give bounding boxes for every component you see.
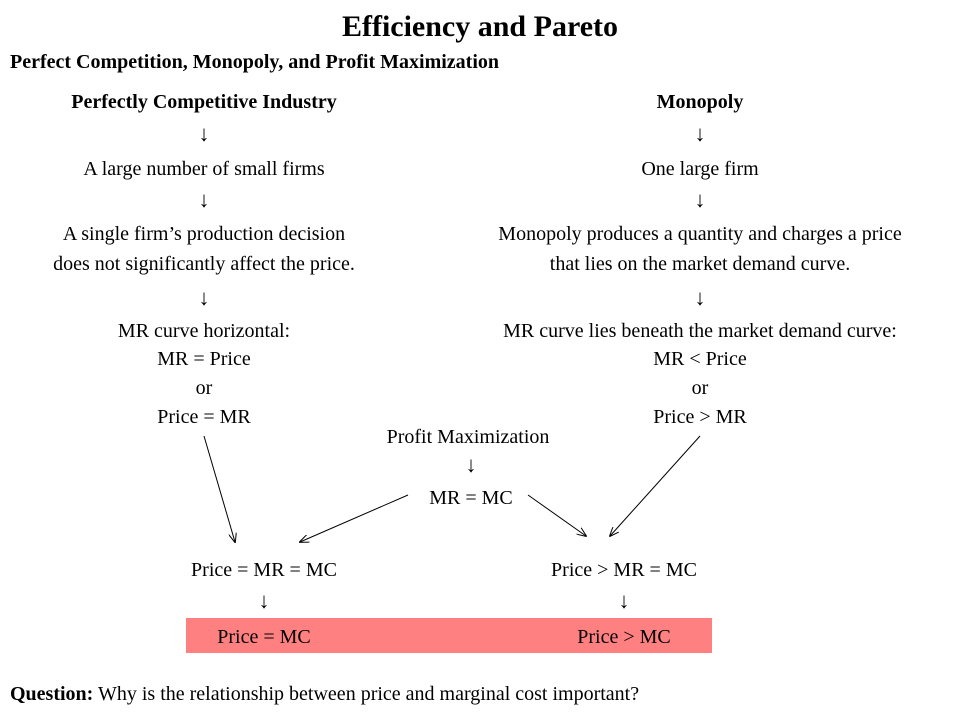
monopoly-conclusion: Price > MC xyxy=(577,626,671,648)
down-arrow-icon: ↓ xyxy=(694,187,706,212)
profit-max-rule: MR = MC xyxy=(429,487,513,509)
monopoly-step2-line1: Monopoly produces a quantity and charges a price xyxy=(498,223,902,245)
arrow-profit-to-competitive xyxy=(300,495,408,542)
down-arrow-icon: ↓ xyxy=(694,285,706,310)
monopoly-mr-line4: Price > MR xyxy=(653,406,747,428)
arrow-competitive-to-result xyxy=(204,436,235,542)
competitive-result: Price = MR = MC xyxy=(191,559,337,581)
competitive-step2-line2: does not significantly affect the price. xyxy=(53,253,355,275)
competitive-step2-line1: A single firm’s production decision xyxy=(62,223,346,245)
monopoly-mr-line1: MR curve lies beneath the market demand curve: xyxy=(503,320,897,342)
profit-max-label: Profit Maximization xyxy=(386,426,550,448)
competitive-mr-line2: MR = Price xyxy=(157,348,251,370)
monopoly-step1: One large firm xyxy=(641,158,759,180)
monopoly-result: Price > MR = MC xyxy=(551,559,697,581)
monopoly-mr-line3: or xyxy=(691,377,709,399)
down-arrow-icon: ↓ xyxy=(258,588,270,613)
down-arrow-icon: ↓ xyxy=(198,121,210,146)
competitive-mr-line4: Price = MR xyxy=(157,406,251,428)
monopoly-heading: Monopoly xyxy=(656,91,744,113)
page-subtitle: Perfect Competition, Monopoly, and Profit Maximization xyxy=(10,51,500,73)
question-text: Why is the relationship between price and marginal cost important? xyxy=(93,683,640,705)
arrow-monopoly-to-result xyxy=(610,436,700,536)
competitive-conclusion: Price = MC xyxy=(217,626,311,648)
competitive-mr-line3: or xyxy=(195,377,213,399)
monopoly-mr-line2: MR < Price xyxy=(653,348,747,370)
monopoly-step2-line2: that lies on the market demand curve. xyxy=(549,253,851,275)
page-title: Efficiency and Pareto xyxy=(341,10,619,43)
question-label: Question: xyxy=(10,683,94,705)
down-arrow-icon: ↓ xyxy=(465,452,477,477)
down-arrow-icon: ↓ xyxy=(198,285,210,310)
competitive-heading: Perfectly Competitive Industry xyxy=(71,91,337,113)
down-arrow-icon: ↓ xyxy=(694,121,706,146)
arrow-profit-to-monopoly xyxy=(528,495,586,536)
down-arrow-icon: ↓ xyxy=(198,187,210,212)
competitive-step1: A large number of small firms xyxy=(83,158,325,180)
down-arrow-icon: ↓ xyxy=(618,588,630,613)
competitive-mr-line1: MR curve horizontal: xyxy=(117,320,291,342)
